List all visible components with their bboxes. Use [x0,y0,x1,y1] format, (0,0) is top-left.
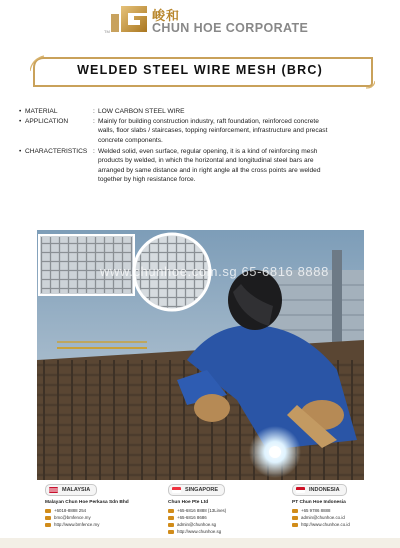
brand-name-chinese: 峻和 [152,9,181,24]
bullet-icon: • [19,148,22,155]
office-phone: +65 9786 8888 [292,508,330,513]
spec-line: Mainly for building construction industry, raft foundation, reinforced concrete [98,118,319,125]
spec-colon: : [93,148,95,155]
singapore-flag-icon [172,487,181,493]
office-email[interactable]: bmc@bmfence.my [45,515,91,520]
office-fax: +65-6816 8686 [168,515,207,520]
tab-malaysia [45,484,97,496]
spec-label: CHARACTERISTICS [25,148,88,155]
bullet-icon: • [19,108,22,115]
spec-colon: : [93,118,95,125]
email-icon [292,516,298,520]
office-phone: +6018-8888 254 [45,508,86,513]
spec-label: MATERIAL [25,108,58,115]
email-icon [168,523,174,527]
globe-icon [292,523,298,527]
office-email[interactable]: admin@chunhoe.sg [168,522,216,527]
spec-colon: : [93,108,95,115]
phone-icon [292,509,298,513]
spec-line: LOW CARBON STEEL WIRE [98,108,185,115]
spec-line: concrete components. [98,136,163,144]
page-title: WELDED STEEL WIRE MESH (BRC) [77,63,323,77]
spec-line: walls, floor slabs / staircases, topping reinforcement, infrastructure and precast [98,127,328,135]
office-company-indonesia: PT Chun Hoe Indonesia [292,500,346,505]
fax-icon [168,516,174,520]
spec-line: products by welded, in which the horizontal and longitudinal steel bars are [98,157,314,165]
phone-icon [45,509,51,513]
spec-label: APPLICATION [25,118,69,125]
office-company-singapore: Chun Hoe Pte Ltd [168,500,209,505]
spec-line: Welded solid, even surface, regular opening, it is a kind of reinforcing mesh [98,148,318,155]
spec-line: arranged by same distance and in right angle all the cross points are welded [98,166,321,174]
globe-icon [45,523,51,527]
watermark-text: www.chunhoe.com.sg 65-6816 8888 [100,264,329,279]
company-logo-icon [107,4,151,34]
phone-icon [168,509,174,513]
trademark-mark: TM [104,29,110,34]
office-phone: +65-6816 8888 (13Lines) [168,508,226,513]
office-company-malaysia: Malayan Chun Hoe Perkasa Sdn Bhd [45,500,129,505]
footer-bar [0,538,400,548]
tab-label: INDONESIA [309,487,340,493]
tab-singapore [168,484,225,496]
spec-line: together by high resistance force. [98,175,196,183]
indonesia-flag-icon [296,487,305,493]
spec-value [98,147,398,184]
office-website[interactable]: http://www.chunhoe.co.id [292,522,350,527]
office-website[interactable]: http://www.bmfence.my [45,522,99,527]
spec-value [98,117,398,145]
office-website[interactable]: http://www.chunhoe.sg [168,529,221,534]
email-icon [45,516,51,520]
globe-icon [168,530,174,534]
spec-value [98,107,398,116]
office-email[interactable]: admin@chunhoe.co.id [292,515,345,520]
brand-name-english: CHUN HOE CORPORATE [152,21,309,35]
malaysia-flag-icon [49,487,58,493]
tab-label: MALAYSIA [62,487,91,493]
tab-indonesia [292,484,347,496]
bullet-icon: • [19,118,22,125]
tab-label: SINGAPORE [185,487,219,493]
